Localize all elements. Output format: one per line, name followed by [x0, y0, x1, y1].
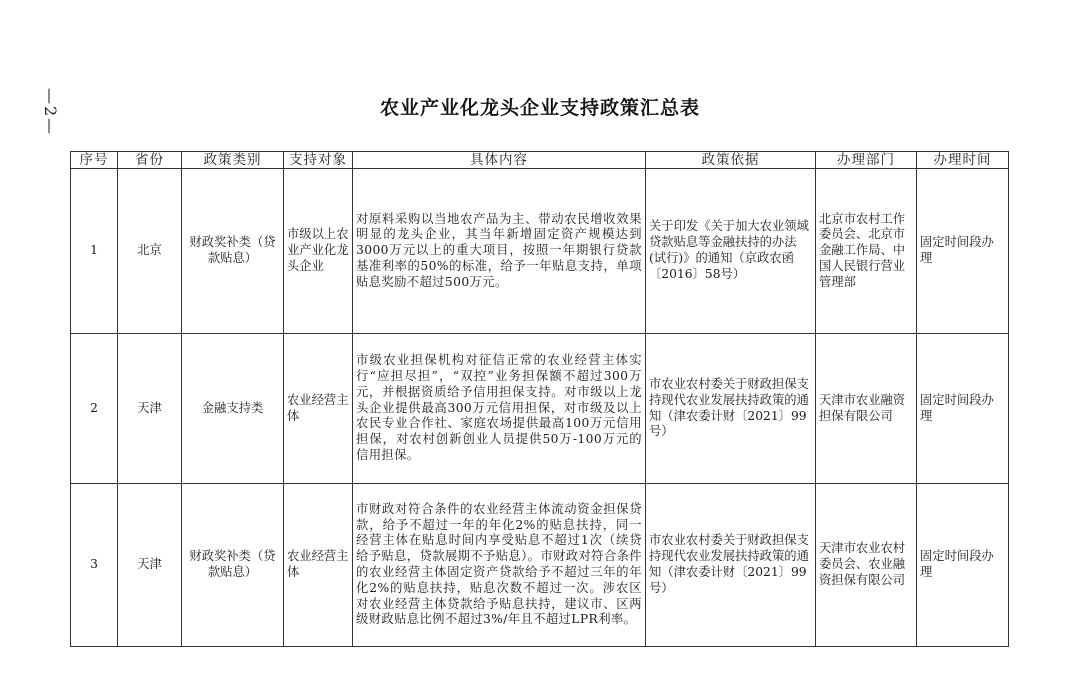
cell-content: 市财政对符合条件的农业经营主体流动资金担保贷款，给予不超过一年的年化2%的贴息扶持，同一经营主体在贴息时间内享受贴息不超过1次（续贷给予贴息，贷款展期不予贴息）。市财政对符合条件的农业经营主体固定资产贷款给予不超过三年的年化2%的贴息扶持，贴息次数不超过一次。涉农区对农业经营主体贷款给予贴息扶持，建议市、区两级财政贴息比例不超过3%/年且不超过LPR利率。	[353, 484, 646, 647]
table-row	[71, 484, 1009, 647]
cell-basis: 关于印发《关于加大农业领域贷款贴息等金融扶持的办法(试行)》的通知（京政农函〔2016〕58号）	[646, 169, 816, 334]
header-target: 支持对象	[284, 152, 353, 169]
page-number: —2—	[41, 88, 60, 137]
header-time: 办理时间	[917, 152, 1009, 169]
header-province: 省份	[118, 152, 182, 169]
cell-target: 农业经营主体	[284, 484, 353, 647]
cell-basis: 市农业农村委关于财政担保支持现代农业发展扶持政策的通知（津农委计财〔2021〕99号）	[646, 334, 816, 484]
table-row	[71, 334, 1009, 484]
cell-no: 3	[71, 484, 118, 647]
cell-basis: 市农业农村委关于财政担保支持现代农业发展扶持政策的通知（津农委计财〔2021〕99号）	[646, 484, 816, 647]
cell-time: 固定时间段办理	[917, 334, 1009, 484]
table-header-row	[71, 152, 1009, 169]
cell-category: 金融支持类	[182, 334, 284, 484]
header-department: 办理部门	[816, 152, 917, 169]
cell-target: 市级以上农业产业化龙头企业	[284, 169, 353, 334]
header-no: 序号	[71, 152, 118, 169]
policy-summary-table	[70, 151, 1009, 647]
cell-province: 天津	[118, 334, 182, 484]
header-content: 具体内容	[353, 152, 646, 169]
cell-content: 市级农业担保机构对征信正常的农业经营主体实行“应担尽担”，“双控”业务担保额不超过300万元，并根据资质给予信用担保支持。对市级以上龙头企业提供最高300万元信用担保，对市级及以上农民专业合作社、家庭农场提供最高100万元信用担保，对农村创新创业人员提供50万-100万元的信用担保。	[353, 334, 646, 484]
cell-province: 天津	[118, 484, 182, 647]
table-row	[71, 169, 1009, 334]
cell-category: 财政奖补类（贷款贴息）	[182, 169, 284, 334]
cell-time: 固定时间段办理	[917, 484, 1009, 647]
cell-target: 农业经营主体	[284, 334, 353, 484]
cell-no: 2	[71, 334, 118, 484]
cell-department: 北京市农村工作委员会、北京市金融工作局、中国人民银行营业管理部	[816, 169, 917, 334]
header-category: 政策类别	[182, 152, 284, 169]
cell-province: 北京	[118, 169, 182, 334]
cell-category: 财政奖补类（贷款贴息）	[182, 484, 284, 647]
header-basis: 政策依据	[646, 152, 816, 169]
cell-time: 固定时间段办理	[917, 169, 1009, 334]
cell-content: 对原料采购以当地农产品为主、带动农民增收效果明显的龙头企业，其当年新增固定资产规模达到3000万元以上的重大项目，按照一年期银行贷款基准利率的50%的标准，给予一年贴息支持，单项贴息奖励不超过500万元。	[353, 169, 646, 334]
cell-department: 天津市农业融资担保有限公司	[816, 334, 917, 484]
cell-no: 1	[71, 169, 118, 334]
document-title: 农业产业化龙头企业支持政策汇总表	[379, 97, 700, 119]
cell-department: 天津市农业农村委员会、农业融资担保有限公司	[816, 484, 917, 647]
